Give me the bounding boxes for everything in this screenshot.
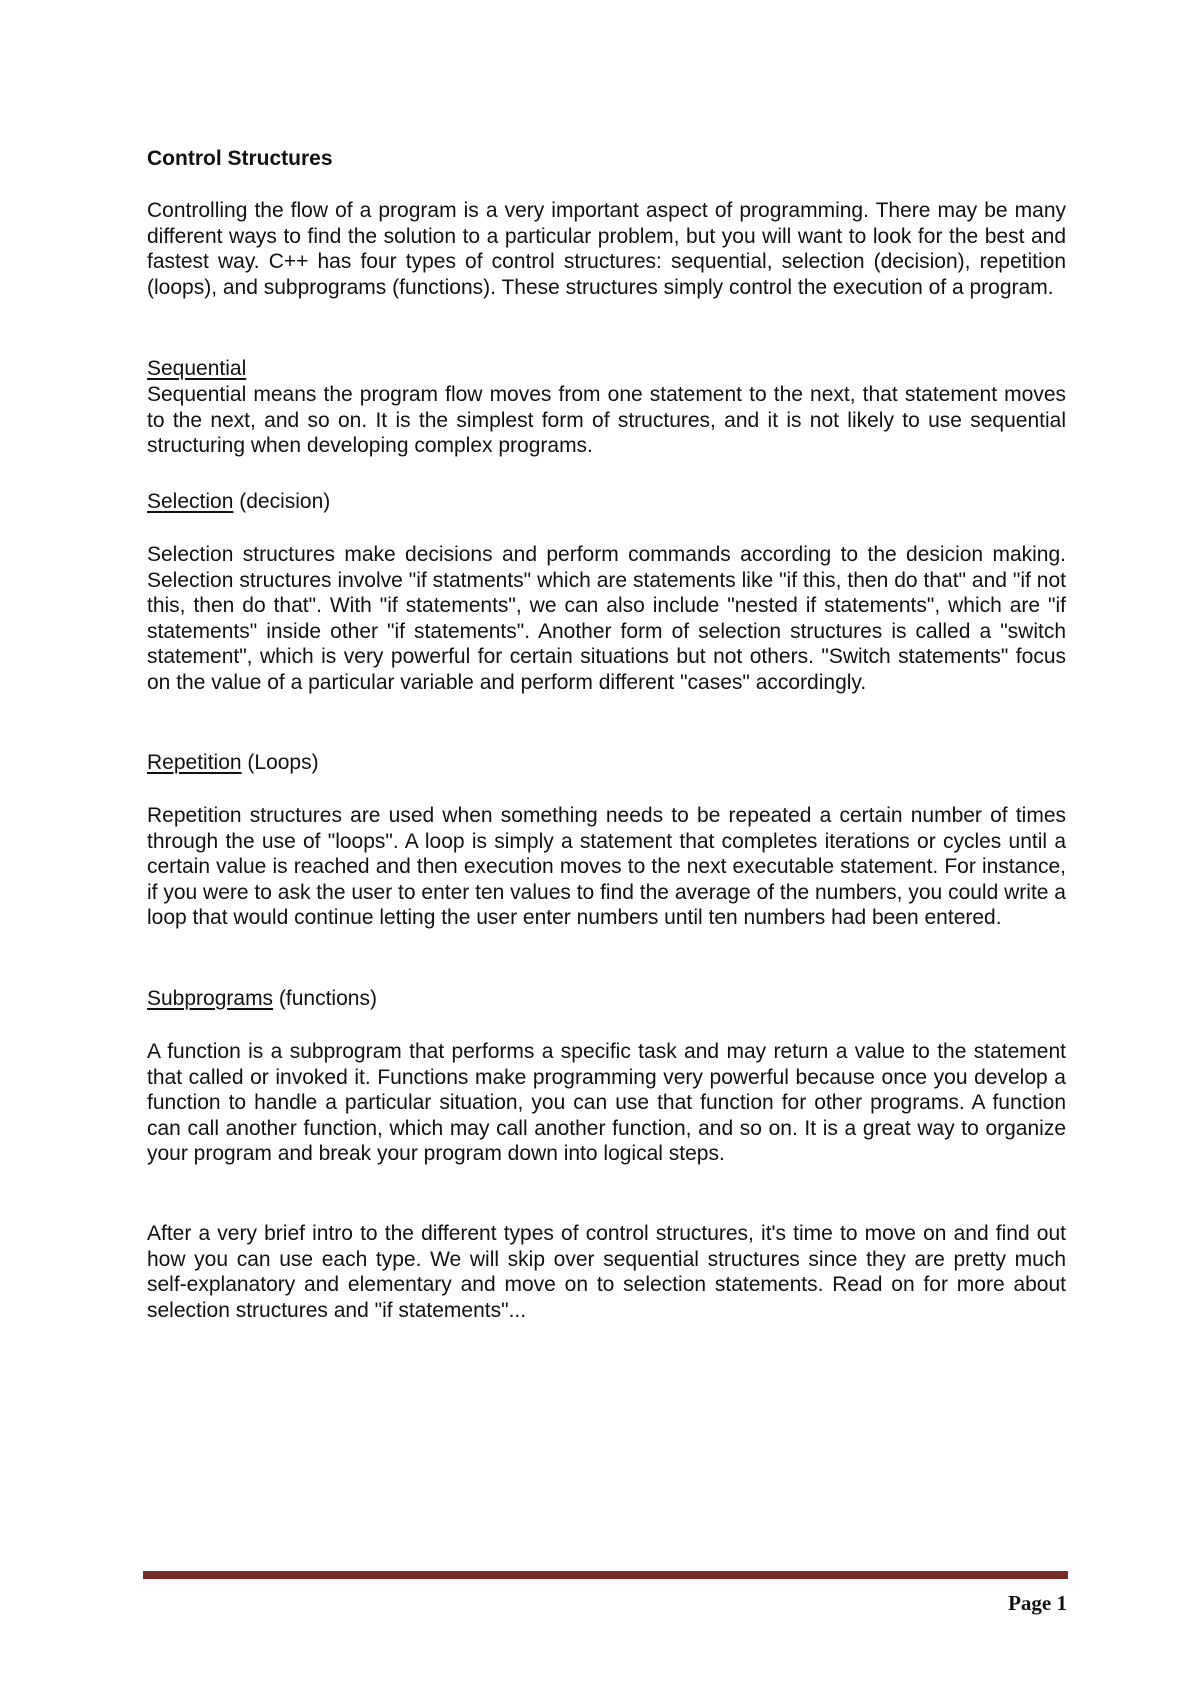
sequential-heading: [147, 356, 246, 382]
repetition-heading: [147, 750, 319, 776]
repetition-paragraph: Repetition structures are used when something needs to be repeated a certain number of times through the use of "loops". A loop is simply a statement that completes iterations or cycles until a certain value is reached and then execution moves to the next executable statement. For instance, if you were to ask the user to enter ten values to find the average of the numbers, you could write a loop that would continue letting the user enter numbers until ten numbers had been entered.: [147, 804, 1066, 929]
closing-paragraph: After a very brief intro to the different types of control structures, it's time to move on and find out how you can use each type. We will skip over sequential structures since they are pretty much self-explanatory and elementary and move on to selection statements. Read on for more about selection structures and "if statements"...: [147, 1222, 1066, 1322]
document-title: Control Structures: [147, 147, 333, 170]
page-number: Page 1: [1008, 1591, 1067, 1615]
subprograms-heading-suffix: (functions): [273, 987, 377, 1010]
selection-heading-suffix: (decision): [233, 490, 331, 513]
intro-paragraph: Controlling the flow of a program is a very important aspect of programming. There may be many different ways to find the solution to a particular problem, but you will want to look for the best and fastest way. C++ has four types of control structures: sequential, selection (decision), repetition (loops), and subprograms (functions). These structures simply control the execution of a program.: [147, 199, 1066, 299]
sequential-heading-label: Sequential: [147, 357, 247, 380]
subprograms-heading: [147, 986, 377, 1012]
selection-heading: [147, 489, 330, 515]
subprograms-heading-label: Subprograms: [147, 987, 274, 1010]
footer-divider: [143, 1571, 1068, 1579]
sequential-paragraph: Sequential means the program flow moves from one statement to the next, that statement moves to the next, and so on. It is the simplest form of structures, and it is not likely to use sequential structuring when developing complex programs.: [147, 383, 1066, 457]
repetition-heading-label: Repetition: [147, 751, 242, 774]
selection-paragraph: Selection structures make decisions and perform commands according to the desicion making. Selection structures involve "if statments" which are statements like "if this, then do that" and "if not this, then do that". With "if statements", we can also include "nested if statements", which are "if statements" inside other "if statements". Another form of selection structures is called a "switch statement", which is very powerful for certain situations but not others. "Switch statements" focus on the value of a particular variable and perform different "cases" accordingly.: [147, 543, 1066, 694]
repetition-heading-suffix: (Loops): [241, 751, 319, 774]
selection-heading-label: Selection: [147, 490, 234, 513]
subprograms-paragraph: A function is a subprogram that performs a specific task and may return a value to the statement that called or invoked it. Functions make programming very powerful because once you develop a function to handle a particular situation, you can use that function for other programs. A function can call another function, which may call another function, and so on. It is a great way to organize your program and break your program down into logical steps.: [147, 1040, 1066, 1165]
